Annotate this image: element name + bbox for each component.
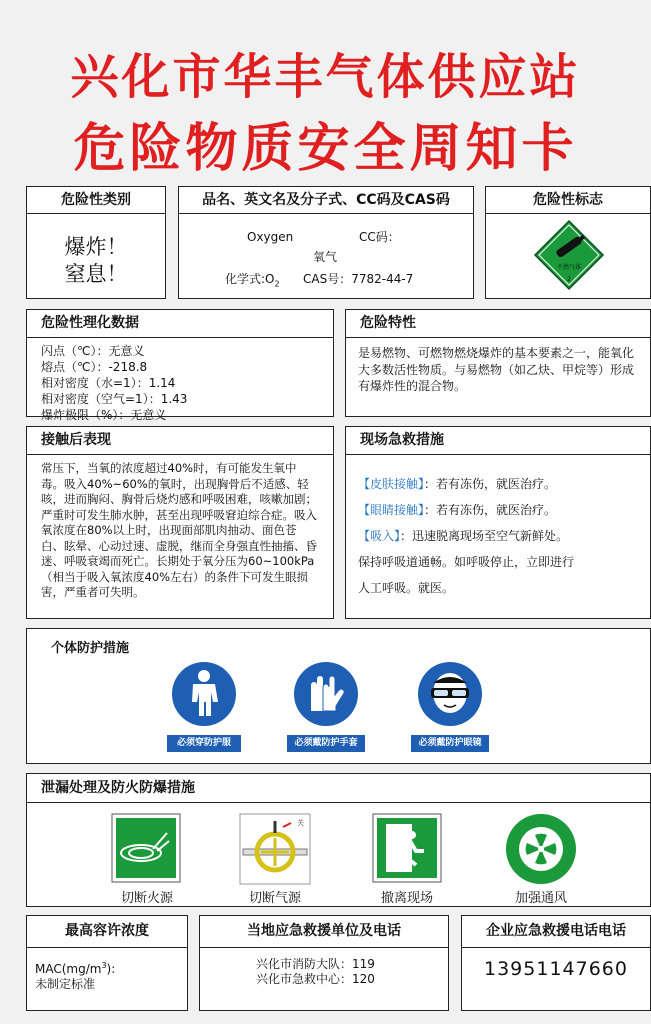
first-aid-extra: 人工呼吸。就医。 bbox=[358, 581, 455, 595]
company-rescue-header: 企业应急救援电话电话 bbox=[462, 916, 650, 948]
product-info-header: 品名、英文名及分子式、CC码及CAS码 bbox=[179, 187, 473, 214]
cut-fire-icon bbox=[111, 813, 181, 883]
cas-number: CAS号：7782-44-7 bbox=[303, 272, 414, 286]
first-aid-item: 【吸入】：迅速脱离现场至空气新鲜处。 bbox=[358, 529, 569, 543]
leak-handling-header: 泄漏处理及防火防爆措施 bbox=[27, 774, 650, 803]
leak-label: 撤离现场 bbox=[380, 891, 433, 906]
hazard-properties-header: 危险特性 bbox=[346, 310, 650, 338]
leak-label: 加强通风 bbox=[514, 891, 567, 906]
svg-text:关: 关 bbox=[297, 819, 304, 827]
local-rescue-header: 当地应急救援单位及电话 bbox=[200, 916, 448, 948]
hazard-properties-box bbox=[345, 309, 651, 417]
cut-gas-valve-icon bbox=[239, 813, 311, 885]
physchem-line: 相对密度（水=1）：1.14 bbox=[41, 376, 176, 390]
mac-header: 最高容许浓度 bbox=[27, 916, 187, 948]
evacuate-icon bbox=[372, 813, 442, 883]
mac-value: 未制定标准 bbox=[35, 977, 96, 991]
local-rescue-box bbox=[199, 915, 449, 1011]
hazard-category-line: 窒息！ bbox=[64, 262, 128, 286]
physchem-line: 相对密度（空气=1）：1.43 bbox=[41, 392, 188, 406]
ppe-label: 必须戴防护手套 bbox=[287, 735, 365, 752]
hazard-category-box bbox=[26, 186, 166, 299]
formula: 化学式$:O_2$ bbox=[225, 272, 280, 289]
leak-handling-box bbox=[26, 773, 651, 907]
physchem-line: 闪点（℃）：无意义 bbox=[41, 344, 145, 358]
first-aid-extra: 保持呼吸道通畅。如呼吸停止，立即进行 bbox=[358, 555, 575, 569]
ventilation-icon bbox=[505, 813, 577, 885]
product-info-box bbox=[178, 186, 474, 299]
chinese-name: 氧气 bbox=[313, 250, 338, 264]
non-flammable-gas-diamond-icon bbox=[533, 219, 605, 291]
first-aid-item: 【皮肤接触】：若有冻伤，就医治疗。 bbox=[358, 477, 557, 491]
ppe-label: 必须穿防护服 bbox=[167, 735, 241, 752]
mac-box bbox=[26, 915, 188, 1011]
hazard-category-line: 爆炸！ bbox=[64, 235, 128, 259]
first-aid-box bbox=[345, 426, 651, 619]
protective-suit-icon bbox=[171, 661, 237, 727]
gloves-icon bbox=[293, 661, 359, 727]
physchem-line: 爆炸极限（%）：无意义 bbox=[41, 408, 167, 422]
ppe-header: 个体防护措施 bbox=[51, 641, 130, 656]
diamond-text: 不燃气体 bbox=[556, 264, 582, 271]
card-title: 危险物质安全周知卡 bbox=[73, 119, 578, 179]
exposure-header: 接触后表现 bbox=[27, 427, 333, 455]
english-name: Oxygen bbox=[247, 230, 294, 244]
ppe-label: 必须戴防护眼镜 bbox=[411, 735, 489, 752]
leak-label: 切断火源 bbox=[120, 891, 173, 906]
first-aid-header: 现场急救措施 bbox=[346, 427, 650, 455]
company-phone: 13951147660 bbox=[484, 958, 628, 980]
rescue-line: 兴化市急救中心：120 bbox=[256, 972, 375, 986]
hazard-sign-box bbox=[485, 186, 651, 299]
rescue-line: 兴化市消防大队：119 bbox=[256, 957, 375, 971]
mac-label: $MAC(mg/m^3)$: bbox=[35, 961, 116, 976]
physchem-box bbox=[26, 309, 334, 422]
first-aid-item: 【眼睛接触】：若有冻伤，就医治疗。 bbox=[358, 503, 557, 517]
leak-label: 切断气源 bbox=[248, 891, 301, 906]
physchem-line: 熔点（℃）：-218.8 bbox=[41, 360, 148, 374]
cc-code-label: CC码： bbox=[359, 230, 400, 244]
exposure-box bbox=[26, 426, 334, 619]
ppe-box bbox=[26, 628, 651, 764]
station-title: 兴化市华丰气体供应站 bbox=[70, 49, 581, 105]
hazard-properties-text: 是易燃物、可燃物燃烧爆炸的基本要素之一，能氧化大多数活性物质。与易燃物（如乙炔、甲烷等）形成有爆炸性的混合物。 bbox=[358, 346, 635, 393]
goggles-icon bbox=[417, 661, 483, 727]
class-number: 2 bbox=[567, 276, 571, 283]
company-rescue-box bbox=[461, 915, 651, 1011]
physchem-header: 危险性理化数据 bbox=[27, 310, 333, 338]
hazard-category-header: 危险性类别 bbox=[27, 187, 165, 214]
hazard-sign-header: 危险性标志 bbox=[486, 187, 650, 214]
exposure-text: 常压下，当氧的浓度超过40%时，有可能发生氧中毒。吸入40%~60%的氧时，出现胸骨后不适感、轻咳，进而胸闷、胸骨后烧灼感和呼吸困难，咳嗽加剧；严重时可发生肺水肿，甚至出现呼吸窘迫综合症。吸入氧浓度在80%以上时，出现面部肌肉抽动、面色苍白、眩晕、心动过速、虚脱，继而全身强直性抽搐、昏迷、呼吸衰竭而死亡。长期处于氧分压为60~100kPa（相当于吸入氧浓度40%左右）的条件下可发生眼损害，严重者可失明。 bbox=[41, 461, 317, 599]
